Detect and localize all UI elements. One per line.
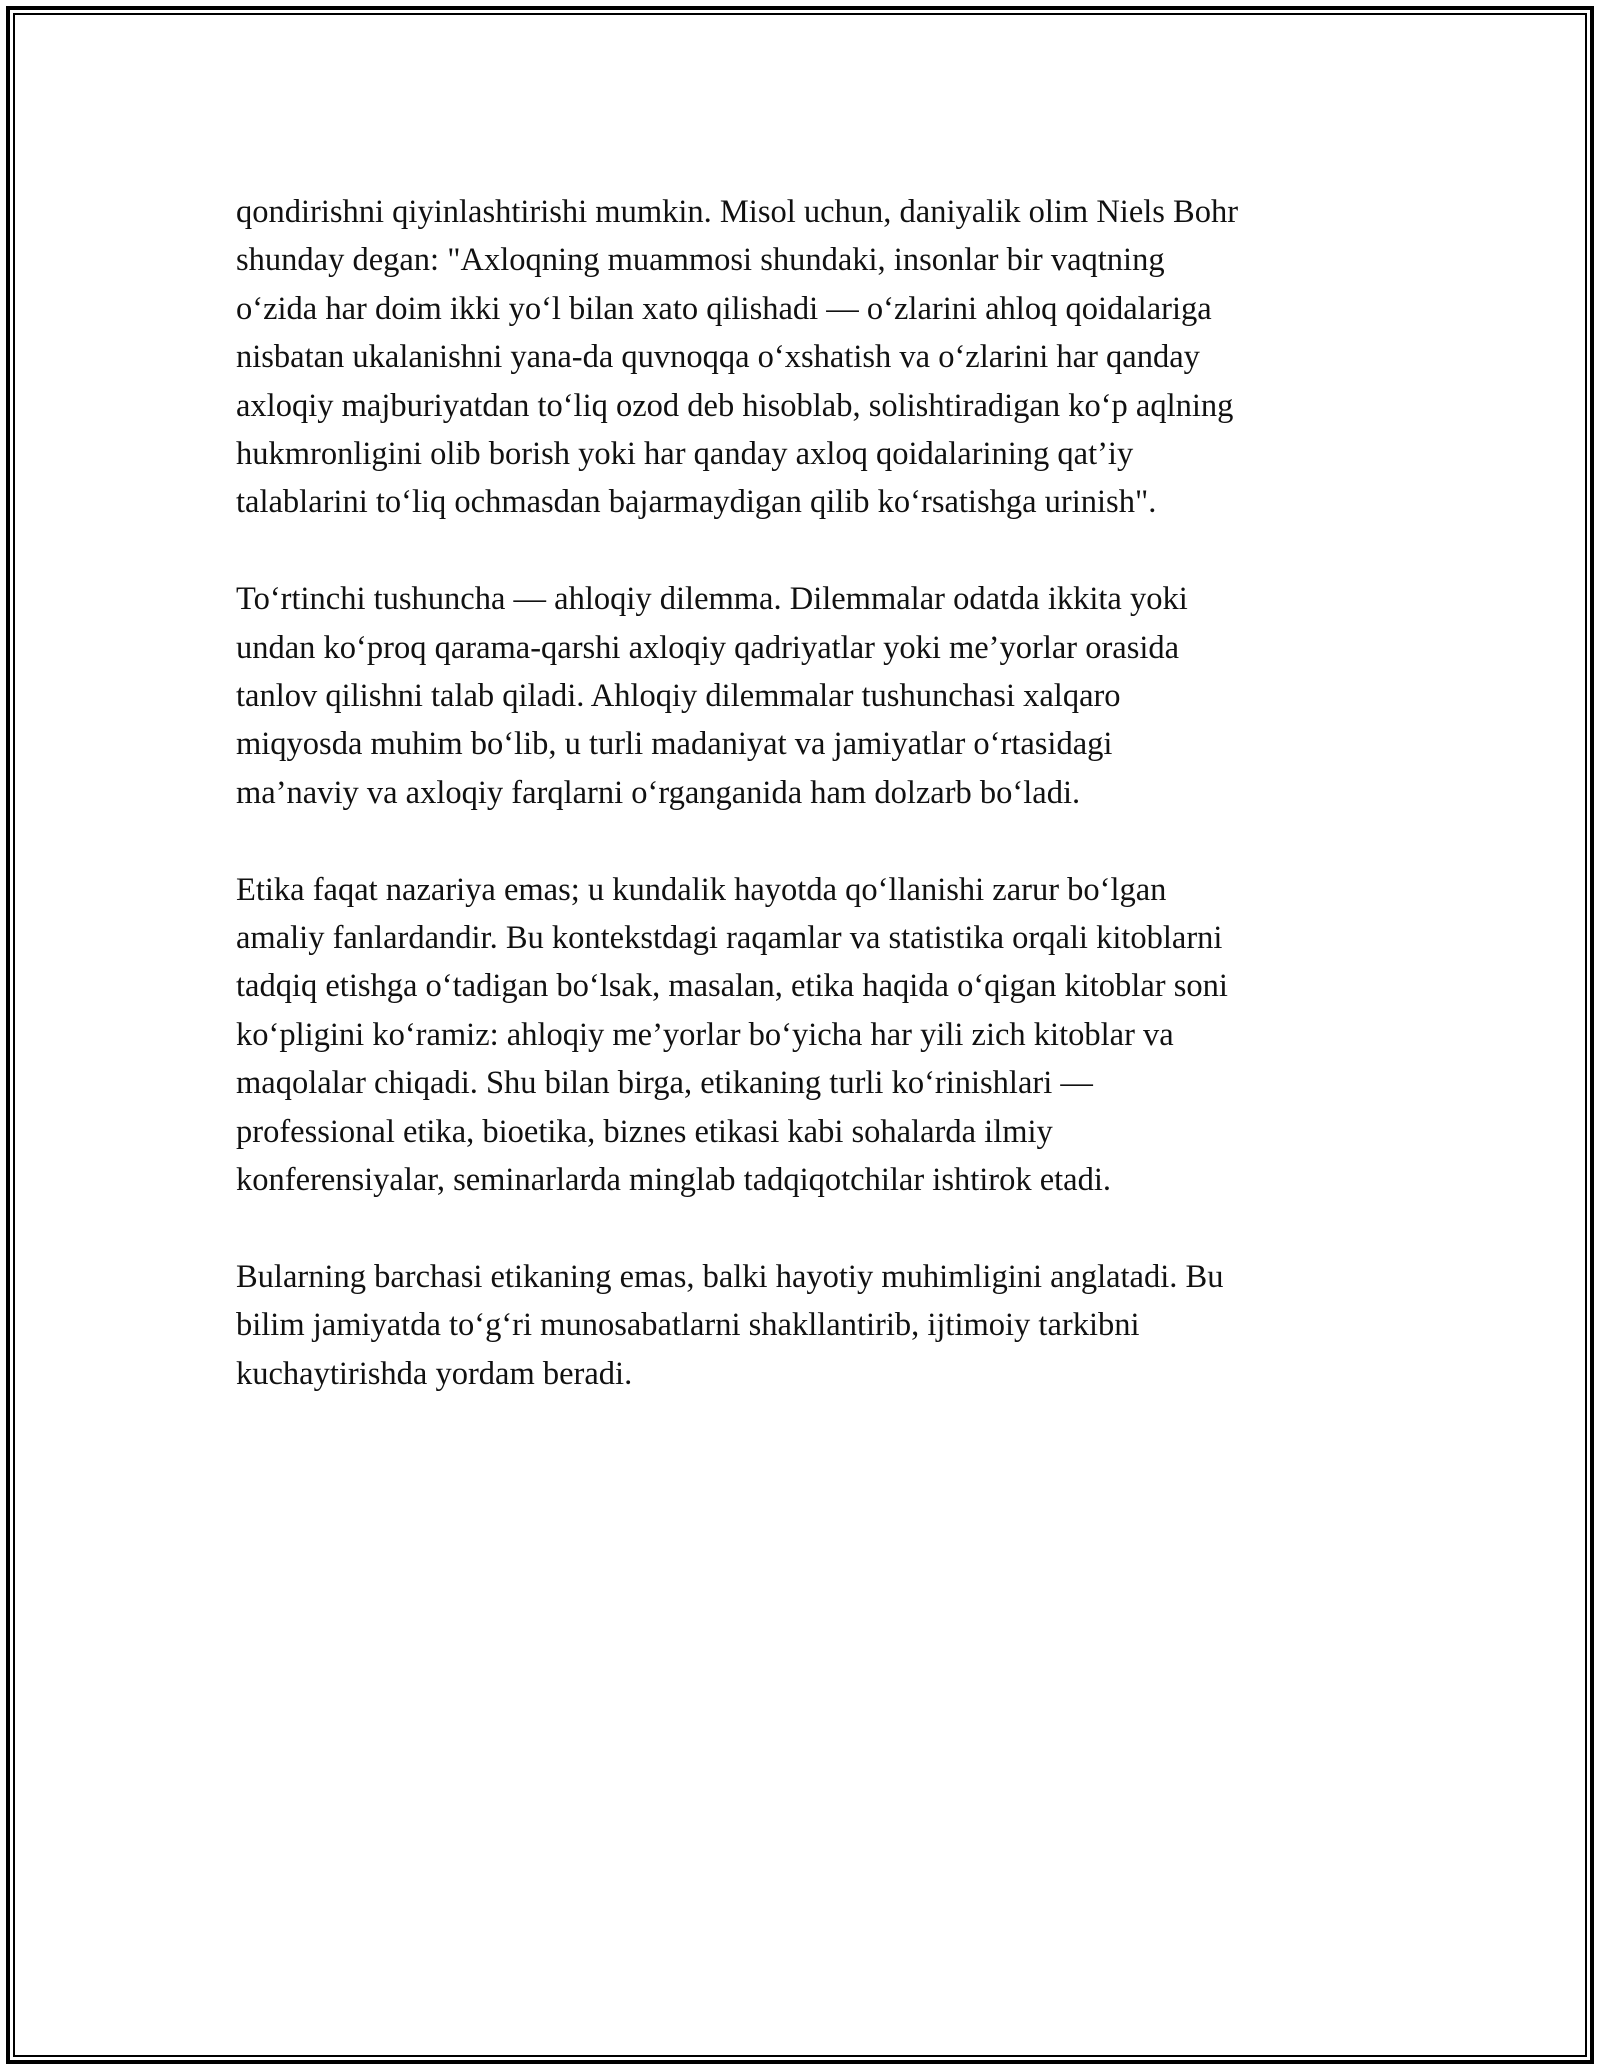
text-line: maqolalar chiqadi. Shu bilan birga, etikaning turli ko‘rinishlari — [236,1065,1093,1102]
document-body [236,188,1386,1447]
text-line: Etika faqat nazariya emas; u kundalik hayotda qo‘llanishi zarur bo‘lgan [236,871,1167,908]
text-line: undan ko‘proq qarama-qarshi axloqiy qadriyatlar yoki me’yorlar orasida [236,629,1180,666]
text-line: tadqiq etishga o‘tadigan bo‘lsak, masalan, etika haqida o‘qigan kitoblar soni [236,968,1228,1005]
text-line: qondirishni qiyinlashtirishi mumkin. Misol uchun, daniyalik olim Niels Bohr [236,194,1239,230]
text-line: nisbatan ukalanishni yana-da quvnoqqa o‘xshatish va o‘zlarini har qanday [236,339,1200,376]
text-line: kuchaytirishda yordam beradi. [236,1355,633,1392]
text-line: bilim jamiyatda to‘g‘ri munosabatlarni shakllantirib, ijtimoiy tarkibni [236,1307,1140,1344]
text-line: hukmronligini olib borish yoki har qanday axloq qoidalarining qat’iy [236,436,1134,473]
paragraph-3 [236,866,1386,1205]
paragraph-4 [236,1253,1386,1398]
text-line: amaliy fanlardandir. Bu kontekstdagi raqamlar va statistika orqali kitoblarni [236,920,1223,957]
text-line: miqyosda muhim bo‘lib, u turli madaniyat va jamiyatlar o‘rtasidagi [236,726,1113,763]
paragraph-1 [236,188,1386,527]
text-line: shunday degan: "Axloqning muammosi shundaki, insonlar bir vaqtning [236,242,1165,279]
text-line: tanlov qilishni talab qiladi. Ahloqiy dilemmalar tushunchasi xalqaro [236,678,1121,715]
paragraph-2 [236,575,1386,817]
text-line: professional etika, bioetika, biznes etikasi kabi sohalarda ilmiy [236,1113,1053,1150]
text-line: To‘rtinchi tushuncha — ahloqiy dilemma. Dilemmalar odatda ikkita yoki [236,581,1188,618]
text-line: ma’naviy va axloqiy farqlarni o‘rganganida ham dolzarb bo‘ladi. [236,774,1081,811]
text-line: ko‘pligini ko‘ramiz: ahloqiy me’yorlar bo‘yicha har yili zich kitoblar va [236,1016,1174,1053]
text-line: Bularning barchasi etikaning emas, balki hayotiy muhimligini anglatadi. Bu [236,1258,1224,1295]
text-line: talablarini to‘liq ochmasdan bajarmaydigan qilib ko‘rsatishga urinish". [236,484,1157,521]
text-line: konferensiyalar, seminarlarda minglab tadqiqotchilar ishtirok etadi. [236,1162,1112,1199]
text-line: axloqiy majburiyatdan to‘liq ozod deb hisoblab, solishtiradigan ko‘p aqlning [236,387,1234,424]
text-line: o‘zida har doim ikki yo‘l bilan xato qilishadi — o‘zlarini ahloq qoidalariga [236,290,1212,327]
